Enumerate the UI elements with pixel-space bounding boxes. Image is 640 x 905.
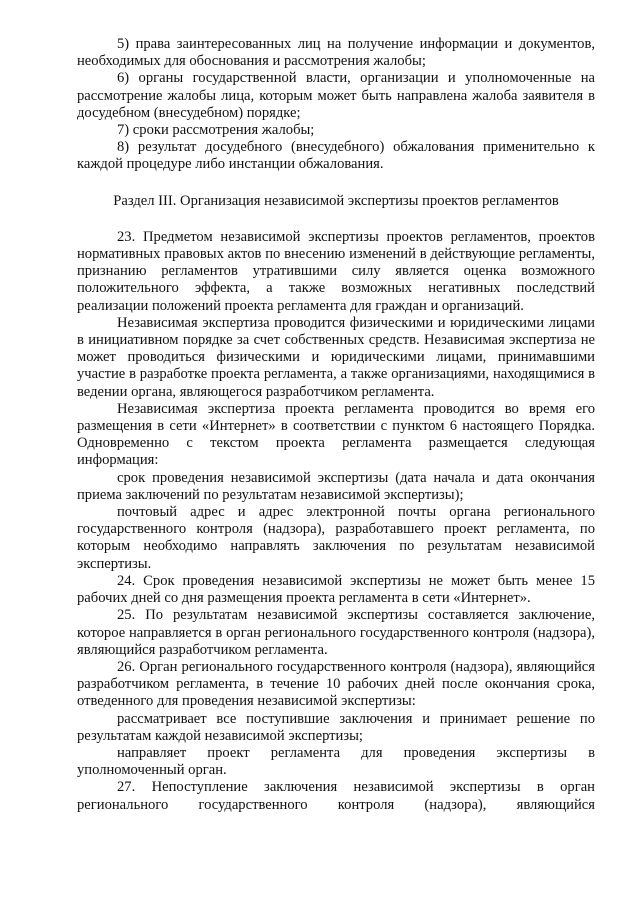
paragraph: направляет проект регламента для проведения экспертизы в уполномоченный орган. [77, 744, 595, 779]
document-page [77, 36, 595, 814]
paragraph: 24. Срок проведения независимой экспертизы не может быть менее 15 рабочих дней со дня размещения проекта регламента в сети «Интернет». [77, 572, 595, 607]
paragraph: 5) права заинтересованных лиц на получение информации и документов, необходимых для обоснования и рассмотрения жалобы; [77, 36, 595, 70]
paragraph: Независимая экспертиза проводится физическими и юридическими лицами в инициативном порядке за счет собственных средств. Независимая экспертиза не может проводиться физическими и юридическими лицами, принимавшими участие в разработке проекта регламента, а также организациями, находящимися в ведении органа, являющегося разработчиком регламента. [77, 314, 595, 400]
paragraph: 8) результат досудебного (внесудебного) обжалования применительно к каждой процедуре либо инстанции обжалования. [77, 139, 595, 173]
paragraph: 6) органы государственной власти, организации и уполномоченные на рассмотрение жалобы лица, которым может быть направлена жалоба заявителя в досудебном (внесудебном) порядке; [77, 70, 595, 121]
paragraph: 7) сроки рассмотрения жалобы; [117, 122, 315, 139]
paragraph: рассматривает все поступившие заключения и принимает решение по результатам каждой независимой экспертизы; [77, 710, 595, 744]
paragraph: срок проведения независимой экспертизы (дата начала и дата окончания приема заключений по результатам независимой экспертизы); [77, 469, 595, 503]
paragraph: 23. Предметом независимой экспертизы проектов регламентов, проектов нормативных правовых актов по внесению изменений в действующие регламенты, признанию регламентов утратившими силу является оценка возможного положительного эффекта, а также возможных негативных последствий реализации положений проекта регламента для граждан и организаций. [77, 228, 595, 314]
paragraph: почтовый адрес и адрес электронной почты органа регионального государственного контроля (надзора), разработавшего проект регламента, по которым необходимо направлять заключения по результатам независимой экспертизы. [77, 504, 595, 572]
section-heading: Раздел III. Организация независимой экспертизы проектов регламентов [113, 192, 559, 209]
paragraph: 25. По результатам независимой экспертизы составляется заключение, которое направляется в орган регионального государственного контроля (надзора), являющийся разработчиком регламента. [77, 607, 595, 658]
paragraph: Независимая экспертиза проекта регламента проводится во время его размещения в сети «Интернет» в соответствии с пунктом 6 настоящего Порядка. Одновременно с текстом проекта регламента размещается следующая информация: [77, 400, 595, 469]
paragraph-continued: 27. Непоступление заключения независимой экспертизы в орган регионального государственного контроля (надзора), являющийся [77, 779, 595, 813]
paragraph: 26. Орган регионального государственного контроля (надзора), являющийся разработчиком регламента, в течение 10 рабочих дней после окончания срока, отведенного для проведения независимой экспертизы: [77, 658, 595, 710]
